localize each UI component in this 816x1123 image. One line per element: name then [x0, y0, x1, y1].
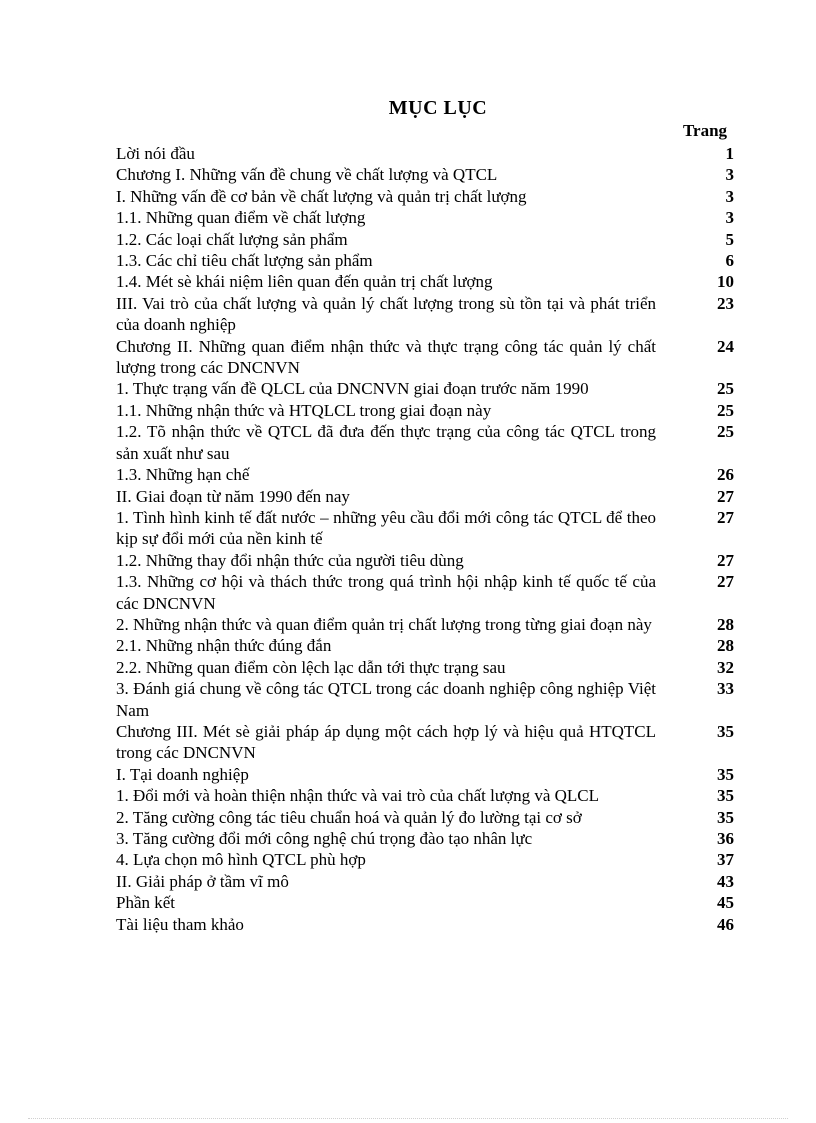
- toc-entry: [116, 657, 756, 678]
- toc-entry: [116, 614, 756, 635]
- toc-entry-label: I. Tại doanh nghiệp: [116, 764, 249, 784]
- toc-entry-label: 1.3. Những cơ hội và thách thức trong quá trình hội nhập kinh tế quốc tế của các DNCNVN: [116, 572, 656, 613]
- toc-entry-page: 23: [717, 293, 734, 313]
- toc-entry: [116, 785, 756, 806]
- toc-entry: [116, 400, 756, 421]
- toc-entry-page: 26: [717, 465, 734, 485]
- toc-entry-label: 1. Tình hình kinh tế đất nước – những yêu cầu đổi mới công tác QTCL để theo kịp sự đổi mới của nền kinh tế: [116, 507, 656, 549]
- toc-entry-label: 2. Những nhận thức và quan điểm quản trị chất lượng trong từng giai đoạn này: [116, 614, 652, 634]
- toc-entry-page: 24: [717, 336, 734, 356]
- toc-entry: [116, 807, 756, 828]
- toc-entry: [116, 207, 756, 228]
- toc-entry-label: 1. Thực trạng vấn đề QLCL của DNCNVN giai đoạn trước năm 1990: [116, 379, 589, 399]
- toc-entry-label: 2.2. Những quan điểm còn lệch lạc dẫn tới thực trạng sau: [116, 657, 506, 677]
- toc-entry: [116, 229, 756, 250]
- toc-entry: [116, 464, 756, 485]
- toc-entry: [116, 849, 756, 870]
- toc-entry-page: 35: [717, 786, 734, 806]
- toc-entry-label: Tài liệu tham khảo: [116, 914, 244, 934]
- toc-entry-label: 1.1. Những quan điểm về chất lượng: [116, 208, 366, 228]
- toc-entry: [116, 678, 756, 721]
- toc-entry: [116, 486, 756, 507]
- toc-entry-label: 2.1. Những nhận thức đúng đắn: [116, 636, 332, 656]
- toc-entry: [116, 507, 756, 550]
- page-title: MỤC LỤC: [388, 97, 488, 119]
- toc-entry-label: Chương II. Những quan điểm nhận thức và thực trạng công tác quản lý chất lượng trong các DNCNVN: [116, 336, 656, 378]
- toc-entry-page: 35: [717, 807, 734, 827]
- toc-entry-label: 4. Lựa chọn mô hình QTCL phù hợp: [116, 850, 366, 870]
- toc-entry: [116, 635, 756, 656]
- toc-entry-page: 3: [725, 186, 734, 206]
- toc-entry-page: 28: [717, 636, 734, 656]
- toc-entry-label: Phần kết: [116, 893, 176, 913]
- toc-entry-label: 1.1. Những nhận thức và HTQLCL trong giai đoạn này: [116, 400, 492, 420]
- toc-entry: [116, 293, 756, 336]
- page-bottom-rule: [28, 1118, 788, 1119]
- toc-entry: [116, 378, 756, 399]
- toc-entry-page: 43: [717, 871, 734, 891]
- toc-entry-page: 5: [725, 229, 734, 249]
- toc-entry-page: 25: [717, 400, 734, 420]
- toc-entry-label: 1.2. Những thay đổi nhận thức của người tiêu dùng: [116, 550, 464, 570]
- toc-entry-page: 10: [717, 272, 734, 292]
- toc-entry: [116, 721, 756, 764]
- table-of-contents: [116, 143, 756, 935]
- toc-entry: [116, 828, 756, 849]
- toc-entry: [116, 571, 756, 614]
- toc-entry-page: 37: [717, 850, 734, 870]
- toc-entry-page: 46: [717, 914, 734, 934]
- toc-entry: [116, 143, 756, 164]
- toc-entry-page: 35: [717, 721, 734, 741]
- toc-entry-label: I. Những vấn đề cơ bản về chất lượng và quản trị chất lượng: [116, 186, 527, 206]
- toc-entry-page: 33: [717, 679, 734, 699]
- toc-entry-page: 27: [717, 572, 734, 592]
- toc-entry-page: 45: [717, 893, 734, 913]
- toc-entry: [116, 271, 756, 292]
- toc-entry: [116, 914, 756, 935]
- toc-entry: [116, 871, 756, 892]
- toc-entry-page: 25: [717, 422, 734, 442]
- toc-entry-page: 36: [717, 829, 734, 848]
- toc-entry-label: II. Giai đoạn từ năm 1990 đến nay: [116, 486, 350, 506]
- toc-entry-page: 3: [725, 208, 734, 228]
- toc-entry-page: 27: [717, 486, 734, 506]
- toc-entry-label: 2. Tăng cường công tác tiêu chuẩn hoá và quản lý đo lường tại cơ sở: [116, 807, 582, 827]
- toc-entry-label: 1.4. Mét sè khái niệm liên quan đến quản trị chất lượng: [116, 272, 493, 292]
- toc-entry: [116, 186, 756, 207]
- toc-entry-page: 27: [717, 507, 734, 527]
- toc-entry-label: Chương III. Mét sè giải pháp áp dụng một cách hợp lý và hiệu quả HTQTCL trong các DNCNVN: [116, 721, 656, 763]
- toc-entry-label: 1.3. Các chỉ tiêu chất lượng sản phẩm: [116, 251, 373, 271]
- toc-entry-label: 3. Tăng cường đổi mới công nghệ chú trọng đào tạo nhân lực: [116, 829, 533, 848]
- toc-entry-page: 1: [725, 144, 734, 163]
- toc-entry: [116, 892, 756, 913]
- toc-entry-page: 32: [717, 657, 734, 677]
- toc-entry-label: 3. Đánh giá chung về công tác QTCL trong các doanh nghiệp công nghiệp Việt Nam: [116, 679, 656, 720]
- toc-entry-page: 28: [717, 614, 734, 634]
- toc-entry-page: 6: [725, 251, 734, 271]
- toc-entry-label: II. Giải pháp ở tầm vĩ mô: [116, 871, 289, 891]
- toc-entry-page: 3: [725, 165, 734, 185]
- page-column-header: Trang: [682, 121, 728, 140]
- toc-entry: [116, 764, 756, 785]
- toc-entry-page: 27: [717, 550, 734, 570]
- toc-entry-page: 25: [717, 379, 734, 399]
- toc-entry: [116, 336, 756, 379]
- toc-entry: [116, 164, 756, 185]
- toc-entry-label: 1.2. Các loại chất lượng sản phẩm: [116, 229, 348, 249]
- toc-entry-label: Chương I. Những vấn đề chung về chất lượng và QTCL: [116, 165, 498, 185]
- toc-entry-label: Lời nói đầu: [116, 144, 195, 163]
- toc-entry: [116, 550, 756, 571]
- toc-entry-page: 35: [717, 764, 734, 784]
- toc-entry: [116, 250, 756, 271]
- toc-entry: [116, 421, 756, 464]
- toc-entry-label: 1.3. Những hạn chế: [116, 465, 250, 485]
- toc-entry-label: 1. Đổi mới và hoàn thiện nhận thức và vai trò của chất lượng và QLCL: [116, 786, 600, 806]
- toc-entry-label: III. Vai trò của chất lượng và quản lý chất lượng trong sù tồn tại và phát triển của doanh nghiệp: [116, 293, 656, 335]
- toc-entry-label: 1.2. Tõ nhận thức về QTCL đã đưa đến thực trạng của công tác QTCL trong sản xuất như sau: [116, 422, 656, 463]
